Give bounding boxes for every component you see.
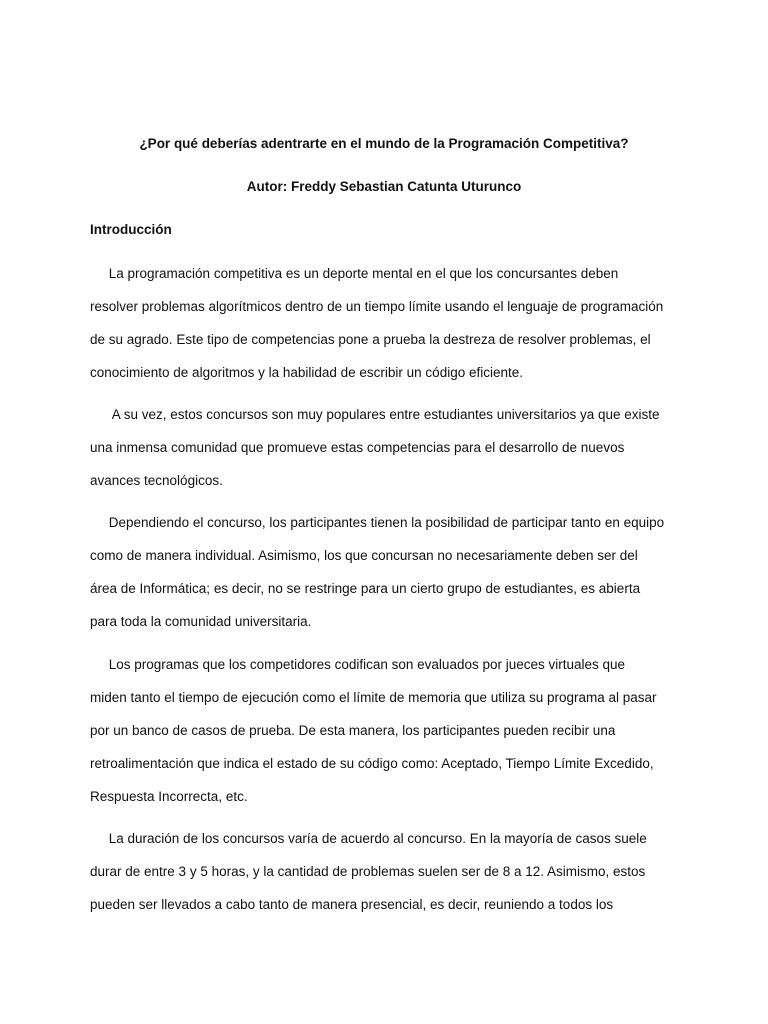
paragraph-line: Respuesta Incorrecta, etc. <box>90 789 248 804</box>
section-heading-introduccion: Introducción <box>90 222 172 237</box>
paragraph-line: durar de entre 3 y 5 horas, y la cantidad de problemas suelen ser de 8 a 12. Asimismo, estos <box>90 864 646 879</box>
paragraph-3 <box>90 506 690 638</box>
paragraph-line: de su agrado. Este tipo de competencias pone a prueba la destreza de resolver problemas, el <box>90 332 651 347</box>
paragraph-line: avances tecnológicos. <box>90 473 223 488</box>
paragraph-2 <box>90 398 690 497</box>
paragraph-line: área de Informática; es decir, no se restringe para un cierto grupo de estudiantes, es abierta <box>90 581 641 596</box>
paragraph-line: conocimiento de algoritmos y la habilidad de escribir un código eficiente. <box>90 365 523 380</box>
document-author: Autor: Freddy Sebastian Catunta Uturunco <box>246 179 522 194</box>
paragraph-line: retroalimentación que indica el estado de su código como: Aceptado, Tiempo Límite Excedido, <box>90 756 654 771</box>
paragraph-line: miden tanto el tiempo de ejecución como el límite de memoria que utiliza su programa al pasar <box>90 690 657 705</box>
document-title: ¿Por qué deberías adentrarte en el mundo de la Programación Competitiva? <box>139 136 629 151</box>
paragraph-line: resolver problemas algorítmicos dentro de un tiempo límite usando el lenguaje de programación <box>90 299 664 314</box>
paragraph-line: La programación competitiva es un deporte mental en el que los concursantes deben <box>90 266 619 281</box>
paragraph-5 <box>90 822 690 921</box>
paragraph-line: Dependiendo el concurso, los participantes tienen la posibilidad de participar tanto en equipo <box>90 515 665 530</box>
paragraph-4 <box>90 648 690 813</box>
paragraph-line: como de manera individual. Asimismo, los que concursan no necesariamente deben ser del <box>90 548 638 563</box>
paragraph-line: Los programas que los competidores codifican son evaluados por jueces virtuales que <box>90 657 626 672</box>
paragraph-line: A su vez, estos concursos son muy populares entre estudiantes universitarios ya que existe <box>90 407 660 422</box>
paragraph-line: por un banco de casos de prueba. De esta manera, los participantes pueden recibir una <box>90 723 616 738</box>
paragraph-line: una inmensa comunidad que promueve estas competencias para el desarrollo de nuevos <box>90 440 625 455</box>
paragraph-line: La duración de los concursos varía de acuerdo al concurso. En la mayoría de casos suele <box>90 831 647 846</box>
paragraph-line: para toda la comunidad universitaria. <box>90 614 312 629</box>
paragraph-1 <box>90 257 690 389</box>
paragraph-line: pueden ser llevados a cabo tanto de manera presencial, es decir, reuniendo a todos los <box>90 897 614 912</box>
